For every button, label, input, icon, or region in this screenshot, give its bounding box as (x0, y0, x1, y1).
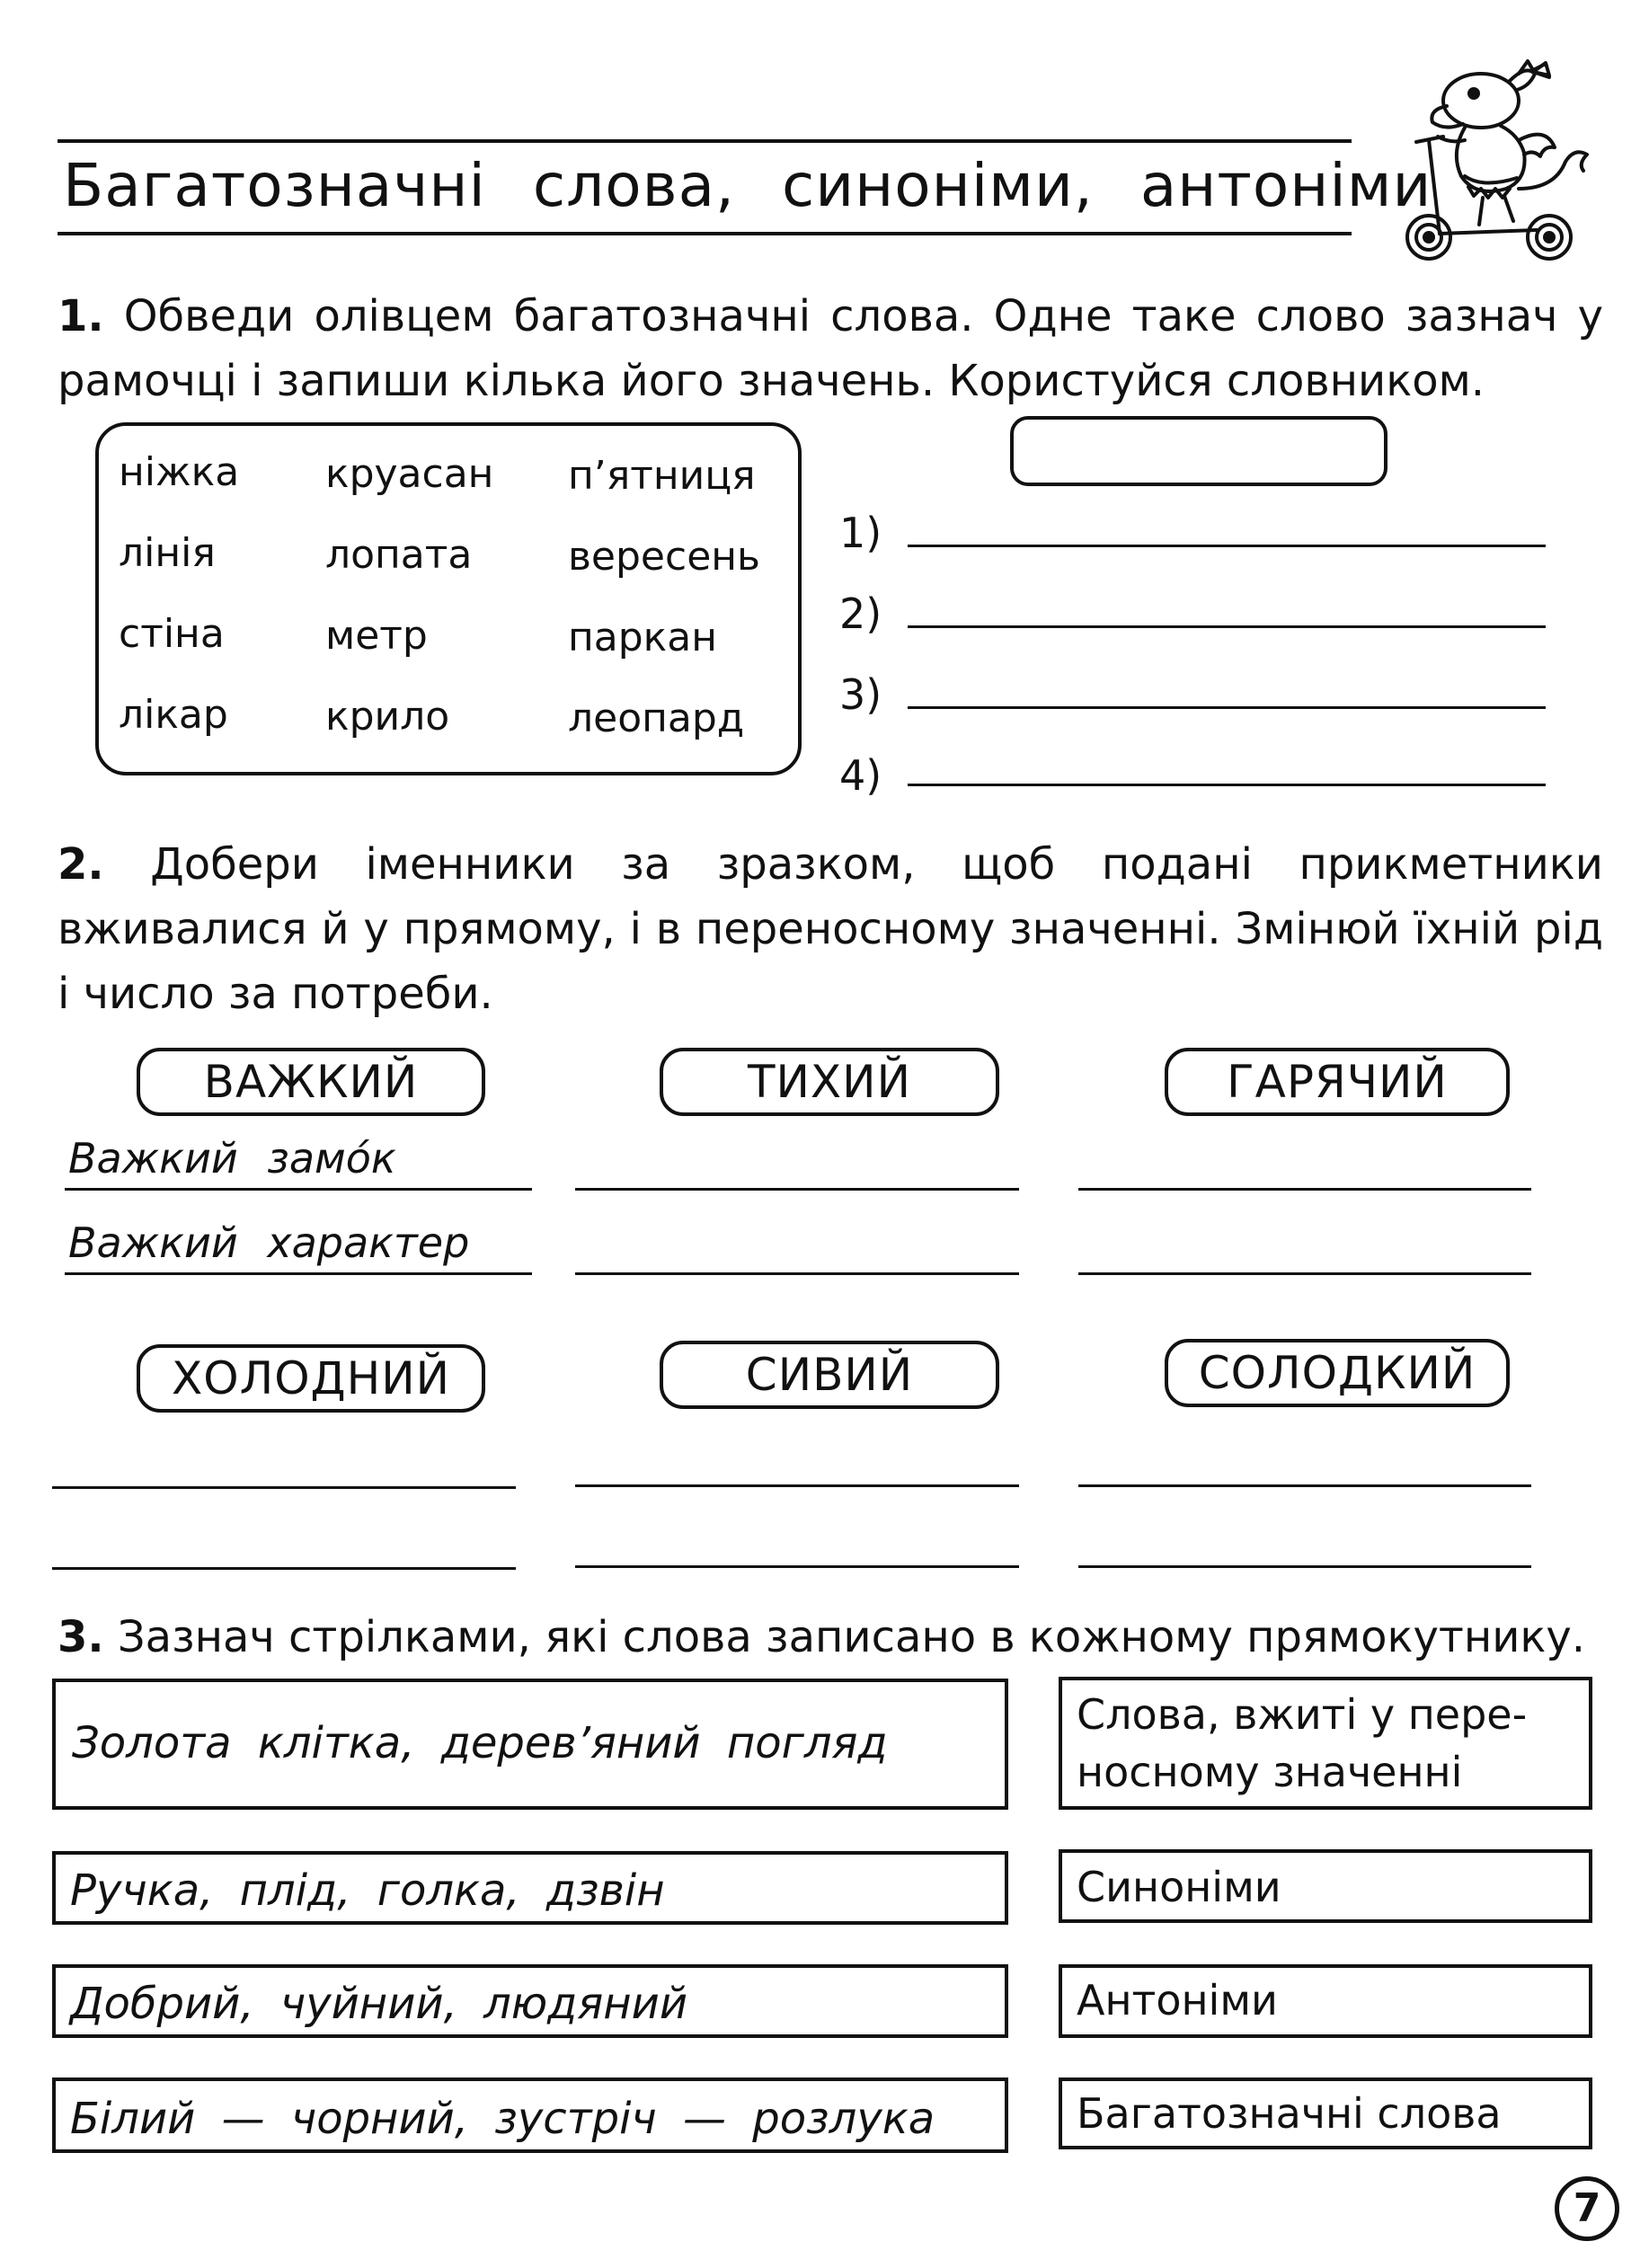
page-number: 7 (1555, 2176, 1619, 2241)
task1-text: Обведи олівцем багатозначні слова. Одне таке слово зазнач у рамочці і запиши кілька його значень. Користуйся словником. (58, 291, 1604, 406)
meaning-label-2: 2) (839, 589, 882, 638)
adjective-pill: СОЛОДКИЙ (1165, 1339, 1510, 1407)
answer-line (65, 1272, 532, 1275)
answer-line[interactable] (1078, 1188, 1531, 1191)
word-item: стіна (119, 611, 225, 657)
answer-line[interactable] (575, 1272, 1019, 1275)
answer-line[interactable] (1078, 1565, 1531, 1568)
word-item: лінія (119, 530, 216, 576)
word-item: леопард (568, 695, 745, 741)
word-item: метр (325, 613, 428, 659)
adjective-pill: ТИХИЙ (660, 1048, 999, 1116)
example-phrase-2: Важкий характер (68, 1218, 470, 1267)
answer-line[interactable] (52, 1567, 516, 1570)
task2-instruction (58, 832, 1603, 1026)
word-item: лопата (325, 532, 473, 578)
word-item: лікар (119, 692, 228, 738)
task3-text: Зазнач стрілками, які слова записано в кожному прямокутнику. (117, 1612, 1586, 1662)
left-rectangle-text-2: Ручка, плід, голка, дзвін (70, 1865, 665, 1916)
meaning-line-2[interactable] (908, 625, 1546, 628)
task2-number: 2. (58, 839, 104, 890)
task1-instruction (58, 284, 1603, 413)
right-rectangle-text-3: Антоніми (1077, 1976, 1278, 2024)
dragon-scooter-illustration (1375, 54, 1600, 279)
adjective-pill: ВАЖКИЙ (137, 1048, 485, 1116)
word-item: вересень (568, 534, 760, 580)
answer-line (65, 1188, 532, 1191)
adjective-pill: ХОЛОДНИЙ (137, 1344, 485, 1413)
meaning-line-4[interactable] (908, 784, 1546, 786)
word-item: паркан (568, 615, 717, 660)
title-bottom-rule (58, 232, 1352, 235)
word-item: п’ятниця (568, 453, 756, 499)
meaning-label-4: 4) (839, 751, 882, 800)
meaning-line-3[interactable] (908, 706, 1546, 709)
right-rectangle-text-2: Синоніми (1077, 1863, 1281, 1911)
title-top-rule (58, 139, 1352, 143)
answer-line[interactable] (1078, 1272, 1531, 1275)
page-title: Багатозначні слова, синоніми, антоніми (63, 151, 1432, 220)
answer-line[interactable] (575, 1484, 1019, 1487)
word-item: круасан (325, 451, 494, 497)
adjective-pill: СИВИЙ (660, 1341, 999, 1409)
answer-line[interactable] (52, 1486, 516, 1489)
left-rectangle-text-1: Золота клітка, дерев’яний погляд (72, 1718, 888, 1768)
task3-instruction (58, 1605, 1603, 1670)
left-rectangle-text-3: Добрий, чуйний, людяний (70, 1979, 688, 2029)
word-item: крило (325, 694, 450, 740)
task2-text: Добери іменники за зразком, щоб подані прикметники вживалися й у прямому, і в переносному значенні. Змінюй їхній рід і число за потреби. (58, 839, 1603, 1019)
answer-line[interactable] (575, 1565, 1019, 1568)
example-phrase-1: Важкий замо́к (68, 1134, 396, 1183)
word-item: ніжка (119, 449, 240, 495)
answer-line[interactable] (1078, 1484, 1531, 1487)
meaning-line-1[interactable] (908, 545, 1546, 547)
answer-line[interactable] (575, 1188, 1019, 1191)
task3-number: 3. (58, 1612, 104, 1662)
meaning-label-3: 3) (839, 670, 882, 719)
right-rectangle-text-4: Багатозначні слова (1077, 2089, 1502, 2138)
chosen-word-box[interactable] (1010, 416, 1387, 486)
right-rectangle-text-1: Слова, вжиті у пере-носному значенні (1077, 1690, 1528, 1796)
meaning-label-1: 1) (839, 509, 882, 557)
task1-number: 1. (58, 291, 104, 341)
left-rectangle-text-4: Білий — чорний, зустріч — розлука (70, 2094, 935, 2144)
adjective-pill: ГАРЯЧИЙ (1165, 1048, 1510, 1116)
